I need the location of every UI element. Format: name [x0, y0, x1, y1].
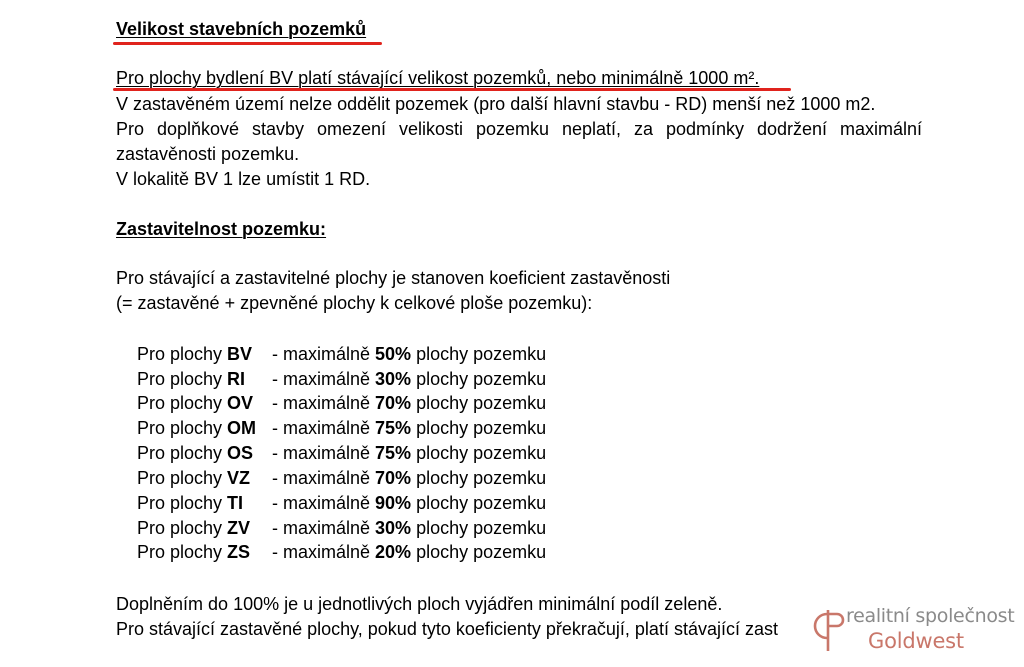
max-label: - maximálně [272, 369, 376, 389]
coefficient-value: 75% [375, 418, 412, 438]
heading-plot-size: Velikost stavebních pozemků [116, 19, 367, 39]
paragraph-line: zastavěnosti pozemku. [116, 144, 300, 164]
area-code: OS [227, 443, 254, 463]
coefficient-suffix: plochy pozemku [411, 493, 547, 513]
area-label-prefix: Pro plochy [137, 344, 228, 364]
coefficient-value: 70% [375, 468, 412, 488]
area-code: VZ [227, 468, 251, 488]
red-underline-sentence [113, 88, 791, 91]
area-code: OV [227, 393, 254, 413]
coefficient-value: 30% [375, 518, 412, 538]
coefficient-value: 70% [375, 393, 412, 413]
area-label-prefix: Pro plochy [137, 393, 228, 413]
coefficient-value: 75% [375, 443, 412, 463]
coefficient-suffix: plochy pozemku [411, 393, 547, 413]
area-code: ZS [227, 542, 251, 562]
area-label-prefix: Pro plochy [137, 443, 228, 463]
paragraph-line: V lokalitě BV 1 lze umístit 1 RD. [116, 169, 371, 189]
paragraph-line: V zastavěném území nelze oddělit pozemek (pro další hlavní stavbu - RD) menší než 1000 m2. [116, 94, 876, 114]
coefficient-value: 30% [375, 369, 412, 389]
red-underline-heading [113, 42, 382, 45]
coefficient-value: 50% [375, 344, 412, 364]
area-code: ZV [227, 518, 251, 538]
paragraph-line: Pro stávající a zastavitelné plochy je stanoven koeficient zastavěnosti [116, 268, 671, 288]
coefficient-suffix: plochy pozemku [411, 443, 547, 463]
area-label-prefix: Pro plochy [137, 468, 228, 488]
max-label: - maximálně [272, 443, 376, 463]
area-code: TI [227, 493, 244, 513]
max-label: - maximálně [272, 418, 376, 438]
area-code: BV [227, 344, 253, 364]
max-label: - maximálně [272, 344, 376, 364]
paragraph-line: Pro plochy bydlení BV platí stávající velikost pozemků, nebo minimálně 1000 m². [116, 68, 760, 88]
area-label-prefix: Pro plochy [137, 418, 228, 438]
max-label: - maximálně [272, 518, 376, 538]
watermark-tagline: realitní společnost [846, 605, 1015, 627]
coefficient-suffix: plochy pozemku [411, 468, 547, 488]
paragraph-line-cropped: Pro stávající zastavěné plochy, pokud tyto koeficienty překračují, platí stávající zast [116, 619, 778, 639]
watermark-brand: Goldwest [868, 629, 964, 653]
area-label-prefix: Pro plochy [137, 518, 228, 538]
max-label: - maximálně [272, 493, 376, 513]
area-code: RI [227, 369, 246, 389]
area-label-prefix: Pro plochy [137, 542, 228, 562]
max-label: - maximálně [272, 393, 376, 413]
coefficient-suffix: plochy pozemku [411, 518, 547, 538]
area-label-prefix: Pro plochy [137, 369, 228, 389]
max-label: - maximálně [272, 468, 376, 488]
coefficient-suffix: plochy pozemku [411, 418, 547, 438]
paragraph-line: Doplněním do 100% je u jednotlivých ploch vyjádřen minimální podíl zeleně. [116, 594, 723, 614]
coefficient-value: 20% [375, 542, 412, 562]
area-code: OM [227, 418, 257, 438]
coefficient-suffix: plochy pozemku [411, 542, 547, 562]
paragraph-line: Pro doplňkové stavby omezení velikosti pozemku neplatí, za podmínky dodržení maximální [116, 119, 922, 139]
paragraph-line: (= zastavěné + zpevněné plochy k celkové ploše pozemku): [116, 293, 593, 313]
watermark [813, 603, 1013, 659]
max-label: - maximálně [272, 542, 376, 562]
coefficient-suffix: plochy pozemku [411, 344, 547, 364]
coefficient-suffix: plochy pozemku [411, 369, 547, 389]
heading-buildability: Zastavitelnost pozemku: [116, 219, 327, 239]
area-label-prefix: Pro plochy [137, 493, 228, 513]
coefficient-value: 90% [375, 493, 412, 513]
goldwest-logo-icon [813, 605, 847, 653]
